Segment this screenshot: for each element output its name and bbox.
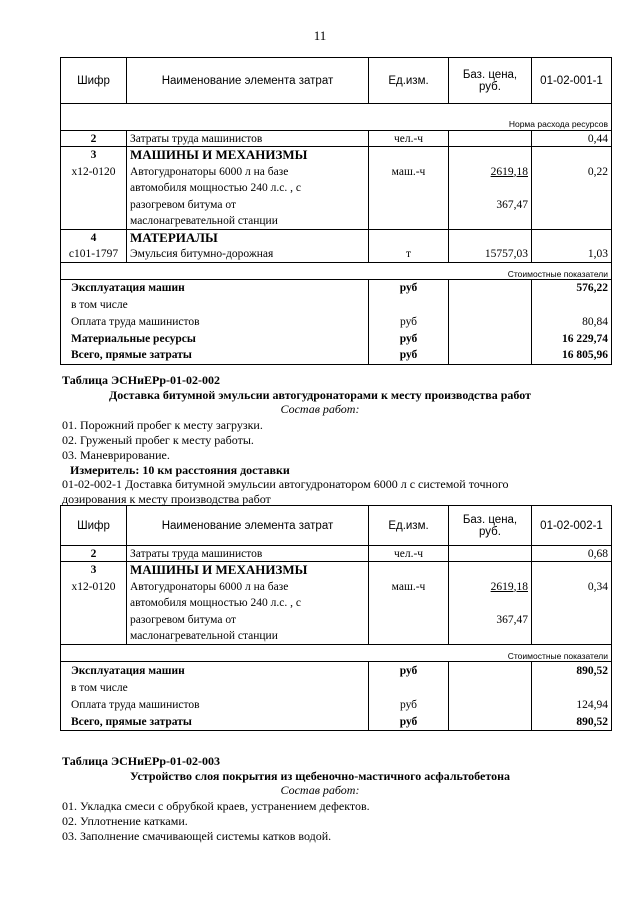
table-row: 2 Затраты труда машинистов чел.-ч 0,44 <box>61 131 612 147</box>
table-row: 3 МАШИНЫ И МЕХАНИЗМЫ <box>61 147 612 164</box>
step-3-3: 03. Заполнение смачивающей системы катков водой. <box>62 829 332 843</box>
norm-label: Норма расхода ресурсов <box>61 118 612 131</box>
desc-2-1: 01-02-002-1 Доставка битумной эмульсии автогудронатором 6000 л с системой точного <box>62 477 509 491</box>
composition-3: Состав работ: <box>280 783 360 797</box>
step-2-2: 02. Груженый пробег к месту работы. <box>62 433 254 447</box>
heading-2: Доставка битумной эмульсии автогудронаторами к месту производства работ <box>109 388 531 402</box>
table-title-3: Таблица ЭСНиЕРр-01-02-003 <box>62 754 221 768</box>
header-price: Баз. цена, руб. <box>449 58 532 104</box>
cost-label: Стоимостные показатели <box>61 645 612 662</box>
step-2-1: 01. Порожний пробег к месту загрузки. <box>62 418 263 432</box>
section-machines: МАШИНЫ И МЕХАНИЗМЫ <box>127 147 369 164</box>
resource-table-2: Шифр Наименование элемента затрат Ед.изм. Баз. цена, руб. 01-02-002-1 2 Затраты труда машинистов чел.-ч 0,68 3 МАШИНЫ И МЕХАНИЗМЫ х12-0120 Автогудронаторы 6000 л на базе маш.-ч 2619,18 0,34 автомобиля мощностью 240 л.с. , с разогревом битума от 367,47 маслонагревательной станции Стоимостные показатели Эксплуатация машин руб 890,52 в том числе Оплата труда машинистов руб 124,94 Всего, прямые затраты руб 890,52 <box>60 505 612 731</box>
table-title-2: Таблица ЭСНиЕРр-01-02-002 <box>62 373 221 387</box>
composition-2: Состав работ: <box>280 402 360 416</box>
header-id: 01-02-001-1 <box>532 58 612 104</box>
header-unit: Ед.изм. <box>369 58 449 104</box>
table-header-row <box>61 58 612 104</box>
step-3-2: 02. Уплотнение катками. <box>62 814 188 828</box>
header-id: 01-02-002-1 <box>532 506 612 546</box>
desc-2-2: дозирования к месту производства работ <box>62 492 271 506</box>
page-number: 11 <box>313 28 327 43</box>
step-2-3: 03. Маневрирование. <box>62 448 170 462</box>
resource-table-1: Шифр Наименование элемента затрат Ед.изм. Баз. цена, руб. 01-02-001-1 Норма расхода ресурсов 2 Затраты труда машинистов чел.-ч 0,44 3 МАШИНЫ И МЕХАНИЗМЫ х12-0120 Автогудронаторы 6000 л на базе маш.-ч 2619,18 0,22 автомобиля мощностью 240 л.с. , с разогревом битума от 367,47 маслонагревательной станции 4 МАТЕРИАЛЫ с101-1797 Эмульсия битумно-дорожная т 15757,03 1,03 Стоимостные показатели Эксплуатация машин руб 576,22 в том числе Оплата труда машинистов руб 80,84 Материальные ресурсы руб 16 229,74 Всего, прямые затраты руб 16 805,96 <box>60 57 612 365</box>
cost-label: Стоимостные показатели <box>61 262 612 279</box>
heading-3: Устройство слоя покрытия из щебеночно-мастичного асфальтобетона <box>129 769 511 783</box>
table-header-row: Шифр Наименование элемента затрат Ед.изм. Баз. цена, руб. 01-02-002-1 <box>61 506 612 546</box>
table-row: 3 МАШИНЫ И МЕХАНИЗМЫ <box>61 562 612 579</box>
step-3-1: 01. Укладка смеси с обрубкой краев, устранением дефектов. <box>62 799 370 813</box>
table-row: с101-1797 Эмульсия битумно-дорожная т 15757,03 1,03 <box>61 246 612 262</box>
section-machines: МАШИНЫ И МЕХАНИЗМЫ <box>127 562 369 579</box>
table-row: 2 Затраты труда машинистов чел.-ч 0,68 <box>61 546 612 562</box>
header-name: Наименование элемента затрат <box>127 58 369 104</box>
section-materials: МАТЕРИАЛЫ <box>127 230 369 247</box>
meter-2: Измеритель: 10 км расстояния доставки <box>70 463 290 477</box>
header-code: Шифр <box>61 58 127 104</box>
